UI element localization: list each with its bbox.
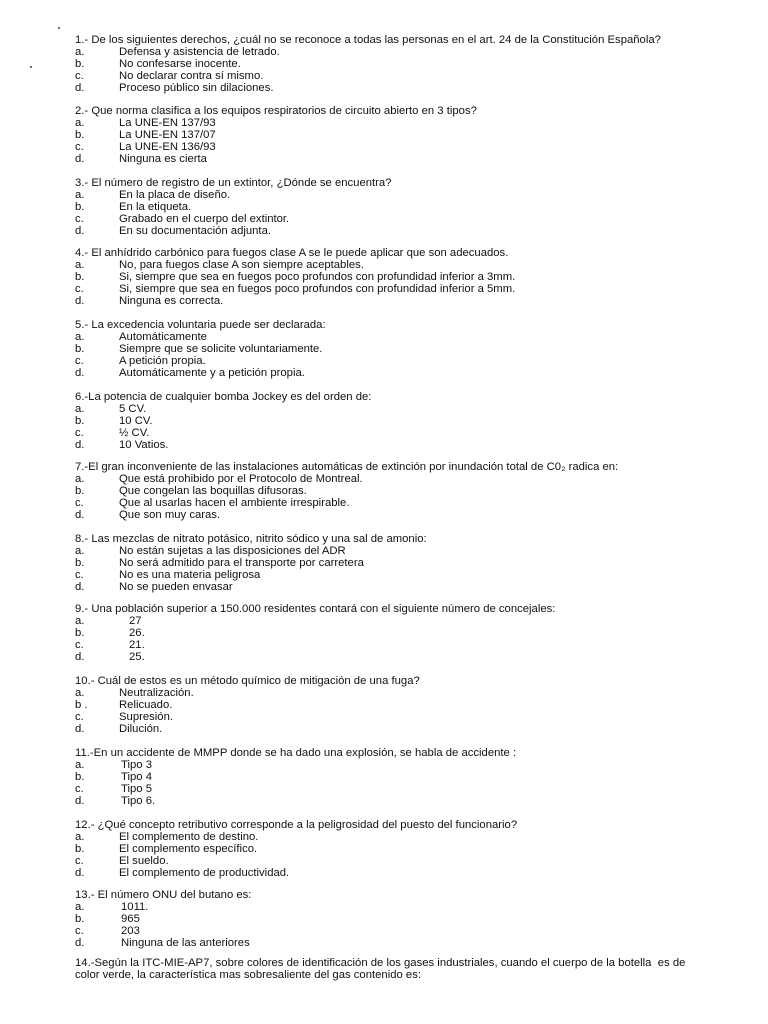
question-text: 14.-Según la ITC-MIE-AP7, sobre colores de identificación de los gases industriales, cuando el cuerpo de la botella es de color verde, la característica mas sobresaliente del gas contenido es: xyxy=(75,957,689,981)
option-text: Que son muy caras. xyxy=(119,508,221,521)
answer-option xyxy=(75,404,715,416)
option-text: Siempre que se solicite voluntariamente. xyxy=(119,342,323,355)
answer-option xyxy=(75,130,715,142)
option-letter: c. xyxy=(75,69,84,82)
option-text: La UNE-EN 136/93 xyxy=(119,140,216,153)
option-letter: a. xyxy=(75,402,85,415)
answer-option xyxy=(75,272,715,284)
question-text: 2.- Que norma clasifica a los equipos respiratorios de circuito abierto en 3 tipos? xyxy=(75,105,477,117)
question-text: 4.- El anhídrido carbónico para fuegos clase A se le puede aplicar que son adecuados. xyxy=(75,247,509,259)
option-letter: a. xyxy=(75,544,85,557)
option-letter: b. xyxy=(75,128,85,141)
option-text: Proceso público sin dilaciones. xyxy=(119,81,274,94)
option-letter: c. xyxy=(75,710,84,723)
option-letter: c. xyxy=(75,924,84,937)
option-letter: a. xyxy=(75,758,85,771)
question-text: 8.- Las mezclas de nitrato potásico, nitrito sódico y una sal de amonio: xyxy=(75,533,427,545)
question-12 xyxy=(75,820,715,880)
answer-option xyxy=(75,296,715,308)
option-letter: a. xyxy=(75,472,85,485)
option-letter: d. xyxy=(75,580,85,593)
option-text: Defensa y asistencia de letrado. xyxy=(119,45,280,58)
answer-option xyxy=(75,284,715,296)
option-letter: a. xyxy=(75,330,85,343)
option-letter: d. xyxy=(75,366,85,379)
answer-option xyxy=(75,724,715,736)
answer-option xyxy=(75,83,715,95)
option-text: No es una materia peligrosa xyxy=(119,568,261,581)
option-text: Dilución. xyxy=(119,722,163,735)
question-2 xyxy=(75,106,715,166)
question-text: 10.- Cuál de estos es un método químico de mitigación de una fuga? xyxy=(75,675,420,687)
answer-option xyxy=(75,59,715,71)
option-letter: b. xyxy=(75,342,85,355)
option-text: Ninguna es correcta. xyxy=(119,294,224,307)
option-letter: d. xyxy=(75,866,85,879)
option-text: 27 xyxy=(129,614,142,627)
answer-option xyxy=(75,616,715,628)
option-text: Si, siempre que sea en fuegos poco profundos con profundidad inferior a 3mm. xyxy=(119,270,516,283)
option-letter: c. xyxy=(75,426,84,439)
answer-option xyxy=(75,71,715,83)
answer-option xyxy=(75,926,715,938)
option-text: Tipo 5 xyxy=(121,782,152,795)
option-text: El complemento de productividad. xyxy=(119,866,290,879)
answer-option xyxy=(75,628,715,640)
scan-speck xyxy=(30,66,32,68)
question-text: 9.- Una población superior a 150.000 residentes contará con el siguiente número de concejales: xyxy=(75,603,556,615)
option-letter: b. xyxy=(75,57,85,70)
question-text: 6.-La potencia de cualquier bomba Jockey es del orden de: xyxy=(75,391,372,403)
option-text: El complemento específico. xyxy=(119,842,258,855)
option-letter: c. xyxy=(75,140,84,153)
option-text: Ninguna es cierta xyxy=(119,152,207,165)
option-letter: c. xyxy=(75,354,84,367)
option-text: Supresión. xyxy=(119,710,174,723)
option-text: Que congelan las boquillas difusoras. xyxy=(119,484,307,497)
option-letter: c. xyxy=(75,854,84,867)
answer-option xyxy=(75,154,715,166)
option-text: No se pueden envasar xyxy=(119,580,233,593)
answer-option xyxy=(75,868,715,880)
option-letter: d. xyxy=(75,438,85,451)
question-11 xyxy=(75,748,715,808)
answer-option xyxy=(75,640,715,652)
question-8 xyxy=(75,534,715,594)
option-text: El sueldo. xyxy=(119,854,169,867)
option-letter: c. xyxy=(75,282,84,295)
option-text: No será admitido para el transporte por carretera xyxy=(119,556,364,569)
option-text: Neutralización. xyxy=(119,686,194,699)
option-letter: d. xyxy=(75,152,85,165)
answer-option xyxy=(75,772,715,784)
option-text: 21. xyxy=(129,638,145,651)
option-letter: d. xyxy=(75,224,85,237)
option-letter: a. xyxy=(75,830,85,843)
answer-option xyxy=(75,796,715,808)
option-letter: b. xyxy=(75,912,85,925)
answer-option xyxy=(75,356,715,368)
answer-option xyxy=(75,844,715,856)
scan-speck xyxy=(58,27,60,29)
option-text: A petición propia. xyxy=(119,354,206,367)
option-letter: b. xyxy=(75,414,85,427)
question-text: 13.- El número ONU del butano es: xyxy=(75,889,252,901)
answer-option xyxy=(75,486,715,498)
option-letter: a. xyxy=(75,188,85,201)
question-6 xyxy=(75,392,715,452)
option-letter: b. xyxy=(75,556,85,569)
option-text: No declarar contra sí mismo. xyxy=(119,69,264,82)
option-letter: c. xyxy=(75,638,84,651)
option-letter: d. xyxy=(75,794,85,807)
option-text: Tipo 6. xyxy=(121,794,156,807)
option-text: No confesarse inocente. xyxy=(119,57,241,70)
answer-option xyxy=(75,202,715,214)
option-text: No están sujetas a las disposiciones del ADR xyxy=(119,544,346,557)
option-text: Tipo 3 xyxy=(121,758,152,771)
answer-option xyxy=(75,712,715,724)
question-5 xyxy=(75,320,715,380)
option-letter: a. xyxy=(75,45,85,58)
question-3 xyxy=(75,178,715,238)
option-text: No, para fuegos clase A son siempre aceptables. xyxy=(119,258,364,271)
option-letter: d. xyxy=(75,508,85,521)
option-text: 965 xyxy=(121,912,140,925)
question-13 xyxy=(75,890,715,950)
answer-option xyxy=(75,784,715,796)
option-text: Que al usarlas hacen el ambiente irrespirable. xyxy=(119,496,350,509)
answer-option xyxy=(75,428,715,440)
option-letter: b. xyxy=(75,770,85,783)
question-text: 5.- La excedencia voluntaria puede ser declarada: xyxy=(75,319,326,331)
answer-option xyxy=(75,214,715,226)
option-letter: b. xyxy=(75,842,85,855)
option-letter: a. xyxy=(75,116,85,129)
answer-option xyxy=(75,700,715,712)
answer-option xyxy=(75,226,715,238)
answer-option xyxy=(75,570,715,582)
option-text: En la placa de diseño. xyxy=(119,188,231,201)
option-letter: d. xyxy=(75,650,85,663)
option-text: ½ CV. xyxy=(119,426,150,439)
option-text: Que está prohibido por el Protocolo de Montreal. xyxy=(119,472,363,485)
answer-option xyxy=(75,652,715,664)
answer-option xyxy=(75,142,715,154)
question-4 xyxy=(75,248,715,308)
option-text: La UNE-EN 137/07 xyxy=(119,128,216,141)
option-letter: a. xyxy=(75,900,85,913)
question-7 xyxy=(75,462,715,522)
question-text: 11.-En un accidente de MMPP donde se ha dado una explosión, se habla de accidente : xyxy=(75,747,517,759)
answer-option xyxy=(75,760,715,772)
answer-option xyxy=(75,344,715,356)
answer-option xyxy=(75,558,715,570)
answer-option xyxy=(75,416,715,428)
option-letter: c. xyxy=(75,212,84,225)
option-text: Tipo 4 xyxy=(121,770,152,783)
option-text: 25. xyxy=(129,650,145,663)
answer-option xyxy=(75,498,715,510)
answer-option xyxy=(75,902,715,914)
option-text: Si, siempre que sea en fuegos poco profundos con profundidad inferior a 5mm. xyxy=(119,282,516,295)
option-text: En la etiqueta. xyxy=(119,200,192,213)
option-letter: d. xyxy=(75,722,85,735)
question-1 xyxy=(75,35,715,95)
option-letter: c. xyxy=(75,568,84,581)
option-text: Automáticamente xyxy=(119,330,207,343)
option-text: En su documentación adjunta. xyxy=(119,224,271,237)
question-text: 1.- De los siguientes derechos, ¿cuál no se reconoce a todas las personas en el art. 24 de la Constitución Española? xyxy=(75,34,661,46)
option-text: Automáticamente y a petición propia. xyxy=(119,366,305,379)
option-letter: b. xyxy=(75,200,85,213)
answer-option xyxy=(75,368,715,380)
option-letter: b. xyxy=(75,270,85,283)
option-text: 203 xyxy=(121,924,140,937)
option-letter: d. xyxy=(75,294,85,307)
option-letter: b. xyxy=(75,626,85,639)
question-text: 12.- ¿Qué concepto retributivo corresponde a la peligrosidad del puesto del funcionario? xyxy=(75,819,518,831)
option-letter: b . xyxy=(75,698,88,711)
option-letter: d. xyxy=(75,81,85,94)
option-text: 10 Vatios. xyxy=(119,438,169,451)
option-letter: d. xyxy=(75,936,85,949)
option-text: 1011. xyxy=(121,900,149,913)
question-9 xyxy=(75,604,715,664)
option-letter: c. xyxy=(75,782,84,795)
option-letter: b. xyxy=(75,484,85,497)
answer-option xyxy=(75,440,715,452)
option-letter: c. xyxy=(75,496,84,509)
option-text: Ninguna de las anteriores xyxy=(121,936,250,949)
question-10 xyxy=(75,676,715,736)
answer-option xyxy=(75,914,715,926)
option-letter: a. xyxy=(75,258,85,271)
option-letter: a. xyxy=(75,614,85,627)
option-text: 26. xyxy=(129,626,145,639)
option-text: 10 CV. xyxy=(119,414,153,427)
option-text: La UNE-EN 137/93 xyxy=(119,116,216,129)
answer-option xyxy=(75,510,715,522)
question-14 xyxy=(75,958,715,982)
option-text: El complemento de destino. xyxy=(119,830,259,843)
question-text: 3.- El número de registro de un extintor, ¿Dónde se encuentra? xyxy=(75,177,392,189)
answer-option xyxy=(75,856,715,868)
option-letter: a. xyxy=(75,686,85,699)
option-text: Relicuado. xyxy=(119,698,173,711)
option-text: Grabado en el cuerpo del extintor. xyxy=(119,212,290,225)
option-text: 5 CV. xyxy=(119,402,147,415)
question-text: 7.-El gran inconveniente de las instalaciones automáticas de extinción por inundación total de C0₂ radica en: xyxy=(75,461,619,473)
answer-option xyxy=(75,582,715,594)
answer-option xyxy=(75,938,715,950)
